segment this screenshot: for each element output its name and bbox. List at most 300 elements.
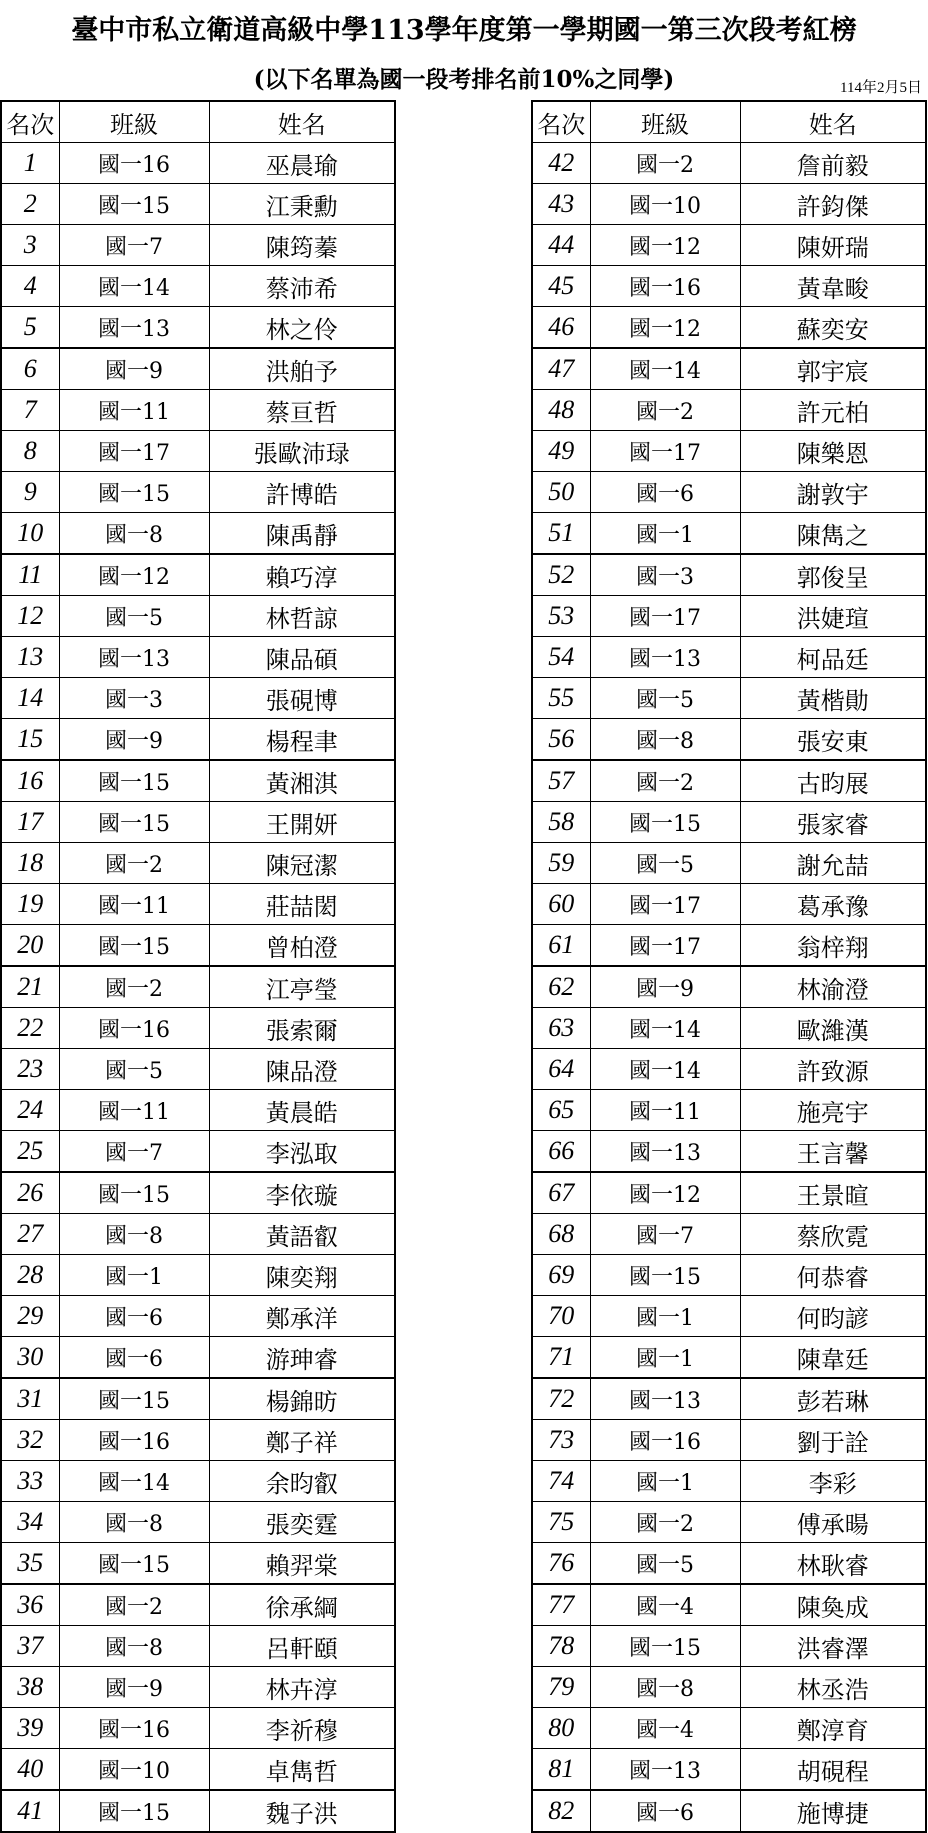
- cell-rank: 77: [532, 1584, 590, 1626]
- cell-name: 楊錦昉: [209, 1378, 395, 1420]
- cell-class: 國一15: [59, 925, 209, 967]
- cell-rank: 71: [532, 1337, 590, 1379]
- table-row: [532, 1461, 926, 1502]
- cell-rank: 66: [532, 1131, 590, 1173]
- table-row: [1, 719, 395, 761]
- cell-name: 陳妍瑞: [740, 225, 926, 266]
- table-row: [1, 925, 395, 967]
- cell-rank: 35: [1, 1543, 59, 1585]
- table-row: [532, 1420, 926, 1461]
- table-row: [1, 637, 395, 678]
- cell-class: 國一1: [590, 1461, 740, 1502]
- cell-rank: 56: [532, 719, 590, 761]
- cell-class: 國一15: [59, 1172, 209, 1214]
- table-row: [532, 1008, 926, 1049]
- cell-class: 國一7: [59, 1131, 209, 1173]
- cell-rank: 61: [532, 925, 590, 967]
- cell-rank: 34: [1, 1502, 59, 1543]
- cell-rank: 69: [532, 1255, 590, 1296]
- table-row: [532, 1214, 926, 1255]
- cell-name: 黃湘淇: [209, 760, 395, 802]
- cell-rank: 4: [1, 266, 59, 307]
- table-row: [532, 266, 926, 307]
- cell-rank: 37: [1, 1626, 59, 1667]
- cell-name: 詹前毅: [740, 143, 926, 184]
- cell-class: 國一13: [590, 1131, 740, 1173]
- cell-rank: 49: [532, 431, 590, 472]
- cell-name: 陳奕翔: [209, 1255, 395, 1296]
- date-label: 114年2月5日: [840, 80, 922, 96]
- cell-name: 魏子洪: [209, 1790, 395, 1832]
- table-row: [532, 966, 926, 1008]
- header-name: 姓名: [209, 101, 395, 143]
- table-row: [1, 431, 395, 472]
- cell-name: 施亮宇: [740, 1090, 926, 1131]
- cell-class: 國一17: [59, 431, 209, 472]
- cell-class: 國一2: [59, 1584, 209, 1626]
- cell-name: 蔡沛希: [209, 266, 395, 307]
- cell-class: 國一12: [590, 1172, 740, 1214]
- cell-rank: 58: [532, 802, 590, 843]
- cell-name: 張家睿: [740, 802, 926, 843]
- table-row: [1, 1502, 395, 1543]
- table-row: [532, 1255, 926, 1296]
- cell-rank: 19: [1, 884, 59, 925]
- table-row: [1, 1214, 395, 1255]
- cell-rank: 78: [532, 1626, 590, 1667]
- cell-class: 國一14: [590, 348, 740, 390]
- ranking-table-right: [531, 100, 927, 1833]
- cell-name: 莊喆閎: [209, 884, 395, 925]
- cell-rank: 65: [532, 1090, 590, 1131]
- table-row: [532, 1626, 926, 1667]
- cell-name: 張安東: [740, 719, 926, 761]
- table-row: [532, 1131, 926, 1173]
- table-row: [532, 390, 926, 431]
- cell-name: 李泓取: [209, 1131, 395, 1173]
- cell-name: 洪睿澤: [740, 1626, 926, 1667]
- table-row: [532, 802, 926, 843]
- table-row: [1, 1667, 395, 1708]
- cell-class: 國一11: [590, 1090, 740, 1131]
- cell-name: 林耿睿: [740, 1543, 926, 1585]
- cell-name: 江亭瑩: [209, 966, 395, 1008]
- table-row: [532, 1749, 926, 1791]
- cell-class: 國一9: [59, 348, 209, 390]
- cell-name: 陳奐成: [740, 1584, 926, 1626]
- table-row: [532, 554, 926, 596]
- cell-class: 國一15: [590, 1626, 740, 1667]
- cell-name: 蘇奕安: [740, 307, 926, 349]
- cell-class: 國一8: [59, 1626, 209, 1667]
- table-row: [1, 884, 395, 925]
- cell-name: 林之伶: [209, 307, 395, 349]
- cell-class: 國一16: [59, 143, 209, 184]
- cell-rank: 12: [1, 596, 59, 637]
- cell-name: 江秉勳: [209, 184, 395, 225]
- cell-class: 國一13: [59, 307, 209, 349]
- cell-rank: 79: [532, 1667, 590, 1708]
- cell-rank: 28: [1, 1255, 59, 1296]
- cell-rank: 80: [532, 1708, 590, 1749]
- cell-rank: 38: [1, 1667, 59, 1708]
- cell-rank: 67: [532, 1172, 590, 1214]
- cell-class: 國一15: [59, 802, 209, 843]
- table-header-row: [532, 101, 926, 143]
- cell-name: 歐濰漢: [740, 1008, 926, 1049]
- cell-rank: 47: [532, 348, 590, 390]
- cell-name: 王景暄: [740, 1172, 926, 1214]
- cell-class: 國一12: [590, 307, 740, 349]
- cell-name: 蔡欣霓: [740, 1214, 926, 1255]
- cell-rank: 63: [532, 1008, 590, 1049]
- cell-rank: 60: [532, 884, 590, 925]
- table-row: [1, 1337, 395, 1379]
- cell-name: 洪舶予: [209, 348, 395, 390]
- header-name: 姓名: [740, 101, 926, 143]
- cell-rank: 20: [1, 925, 59, 967]
- cell-rank: 40: [1, 1749, 59, 1791]
- cell-name: 徐承綱: [209, 1584, 395, 1626]
- cell-name: 賴巧淳: [209, 554, 395, 596]
- table-row: [1, 184, 395, 225]
- table-row: [1, 1172, 395, 1214]
- cell-rank: 53: [532, 596, 590, 637]
- cell-rank: 48: [532, 390, 590, 431]
- cell-name: 鄭子祥: [209, 1420, 395, 1461]
- cell-class: 國一14: [590, 1049, 740, 1090]
- table-row: [532, 1172, 926, 1214]
- cell-rank: 68: [532, 1214, 590, 1255]
- table-row: [1, 1790, 395, 1832]
- cell-class: 國一17: [590, 596, 740, 637]
- cell-rank: 36: [1, 1584, 59, 1626]
- cell-name: 翁梓翔: [740, 925, 926, 967]
- table-row: [532, 678, 926, 719]
- cell-name: 彭若琳: [740, 1378, 926, 1420]
- cell-class: 國一5: [59, 596, 209, 637]
- table-row: [532, 637, 926, 678]
- cell-name: 游珅睿: [209, 1337, 395, 1379]
- cell-name: 陳雋之: [740, 513, 926, 555]
- cell-name: 洪婕瑄: [740, 596, 926, 637]
- cell-rank: 82: [532, 1790, 590, 1832]
- table-row: [1, 843, 395, 884]
- cell-class: 國一16: [59, 1420, 209, 1461]
- cell-class: 國一1: [590, 513, 740, 555]
- cell-name: 陳品碩: [209, 637, 395, 678]
- table-row: [532, 1296, 926, 1337]
- cell-rank: 8: [1, 431, 59, 472]
- table-row: [532, 1502, 926, 1543]
- cell-rank: 15: [1, 719, 59, 761]
- cell-name: 李彩: [740, 1461, 926, 1502]
- table-row: [1, 513, 395, 555]
- cell-class: 國一15: [59, 1378, 209, 1420]
- cell-class: 國一5: [590, 678, 740, 719]
- cell-class: 國一16: [590, 1420, 740, 1461]
- table-row: [532, 1584, 926, 1626]
- table-row: [1, 1708, 395, 1749]
- cell-name: 呂軒頤: [209, 1626, 395, 1667]
- cell-name: 陳品澄: [209, 1049, 395, 1090]
- cell-class: 國一11: [59, 390, 209, 431]
- cell-class: 國一6: [59, 1337, 209, 1379]
- cell-rank: 33: [1, 1461, 59, 1502]
- cell-rank: 7: [1, 390, 59, 431]
- cell-rank: 50: [532, 472, 590, 513]
- cell-name: 李祈穆: [209, 1708, 395, 1749]
- cell-class: 國一3: [590, 554, 740, 596]
- table-row: [1, 678, 395, 719]
- cell-name: 施博捷: [740, 1790, 926, 1832]
- cell-rank: 32: [1, 1420, 59, 1461]
- cell-rank: 41: [1, 1790, 59, 1832]
- cell-class: 國一13: [590, 1749, 740, 1791]
- cell-name: 張索爾: [209, 1008, 395, 1049]
- cell-rank: 45: [532, 266, 590, 307]
- cell-class: 國一1: [59, 1255, 209, 1296]
- cell-class: 國一9: [590, 966, 740, 1008]
- table-row: [1, 1255, 395, 1296]
- table-row: [1, 1543, 395, 1585]
- cell-rank: 29: [1, 1296, 59, 1337]
- table-row: [532, 1667, 926, 1708]
- cell-rank: 42: [532, 143, 590, 184]
- table-row: [1, 1296, 395, 1337]
- table-row: [1, 472, 395, 513]
- cell-name: 林哲諒: [209, 596, 395, 637]
- table-row: [532, 1708, 926, 1749]
- cell-name: 許致源: [740, 1049, 926, 1090]
- cell-class: 國一2: [590, 1502, 740, 1543]
- table-row: [1, 1049, 395, 1090]
- cell-rank: 72: [532, 1378, 590, 1420]
- cell-class: 國一17: [590, 925, 740, 967]
- cell-rank: 57: [532, 760, 590, 802]
- table-row: [1, 1008, 395, 1049]
- cell-rank: 21: [1, 966, 59, 1008]
- cell-class: 國一4: [590, 1584, 740, 1626]
- cell-class: 國一8: [59, 1502, 209, 1543]
- cell-rank: 27: [1, 1214, 59, 1255]
- header-rank: 名次: [1, 101, 59, 143]
- cell-class: 國一6: [59, 1296, 209, 1337]
- cell-rank: 74: [532, 1461, 590, 1502]
- table-row: [1, 1461, 395, 1502]
- cell-class: 國一2: [59, 843, 209, 884]
- table-row: [1, 966, 395, 1008]
- cell-name: 黃晨皓: [209, 1090, 395, 1131]
- cell-rank: 22: [1, 1008, 59, 1049]
- cell-name: 謝敦宇: [740, 472, 926, 513]
- table-row: [532, 431, 926, 472]
- cell-name: 郭宇宸: [740, 348, 926, 390]
- cell-class: 國一2: [590, 760, 740, 802]
- table-row: [532, 307, 926, 349]
- cell-class: 國一16: [59, 1008, 209, 1049]
- cell-class: 國一12: [59, 554, 209, 596]
- table-row: [532, 184, 926, 225]
- cell-rank: 46: [532, 307, 590, 349]
- cell-name: 何恭睿: [740, 1255, 926, 1296]
- cell-rank: 81: [532, 1749, 590, 1791]
- cell-name: 古昀展: [740, 760, 926, 802]
- cell-rank: 76: [532, 1543, 590, 1585]
- cell-class: 國一6: [590, 472, 740, 513]
- cell-class: 國一9: [59, 1667, 209, 1708]
- cell-rank: 31: [1, 1378, 59, 1420]
- cell-rank: 64: [532, 1049, 590, 1090]
- cell-name: 陳禹靜: [209, 513, 395, 555]
- table-row: [1, 1626, 395, 1667]
- cell-rank: 16: [1, 760, 59, 802]
- cell-name: 鄭承洋: [209, 1296, 395, 1337]
- table-row: [1, 390, 395, 431]
- table-row: [532, 760, 926, 802]
- cell-rank: 9: [1, 472, 59, 513]
- cell-class: 國一8: [59, 513, 209, 555]
- cell-rank: 2: [1, 184, 59, 225]
- cell-rank: 1: [1, 143, 59, 184]
- cell-rank: 73: [532, 1420, 590, 1461]
- table-header-row: [1, 101, 395, 143]
- cell-class: 國一16: [590, 266, 740, 307]
- cell-class: 國一17: [590, 884, 740, 925]
- cell-name: 葛承豫: [740, 884, 926, 925]
- cell-name: 楊程聿: [209, 719, 395, 761]
- cell-class: 國一15: [59, 472, 209, 513]
- cell-rank: 75: [532, 1502, 590, 1543]
- cell-name: 謝允喆: [740, 843, 926, 884]
- cell-name: 陳樂恩: [740, 431, 926, 472]
- cell-class: 國一17: [590, 431, 740, 472]
- table-row: [1, 307, 395, 349]
- cell-name: 張硯博: [209, 678, 395, 719]
- table-row: [1, 1749, 395, 1791]
- cell-name: 許博皓: [209, 472, 395, 513]
- cell-name: 鄭淳育: [740, 1708, 926, 1749]
- cell-name: 余昀叡: [209, 1461, 395, 1502]
- table-row: [532, 225, 926, 266]
- table-row: [1, 143, 395, 184]
- cell-name: 陳韋廷: [740, 1337, 926, 1379]
- header-class: 班級: [59, 101, 209, 143]
- table-row: [1, 1090, 395, 1131]
- cell-class: 國一13: [59, 637, 209, 678]
- table-row: [532, 1790, 926, 1832]
- table-row: [532, 925, 926, 967]
- table-row: [532, 348, 926, 390]
- table-row: [532, 884, 926, 925]
- cell-class: 國一2: [59, 966, 209, 1008]
- cell-name: 卓雋哲: [209, 1749, 395, 1791]
- cell-rank: 14: [1, 678, 59, 719]
- table-gap: [396, 100, 531, 1824]
- cell-class: 國一1: [590, 1296, 740, 1337]
- cell-class: 國一4: [590, 1708, 740, 1749]
- cell-class: 國一15: [59, 184, 209, 225]
- header-rank: 名次: [532, 101, 590, 143]
- cell-rank: 18: [1, 843, 59, 884]
- cell-rank: 3: [1, 225, 59, 266]
- cell-rank: 39: [1, 1708, 59, 1749]
- cell-name: 胡硯程: [740, 1749, 926, 1791]
- cell-name: 張歐沛琭: [209, 431, 395, 472]
- table-row: [532, 1337, 926, 1379]
- cell-rank: 17: [1, 802, 59, 843]
- cell-rank: 54: [532, 637, 590, 678]
- cell-class: 國一8: [590, 719, 740, 761]
- cell-class: 國一2: [590, 390, 740, 431]
- cell-name: 傅承暘: [740, 1502, 926, 1543]
- cell-class: 國一11: [59, 884, 209, 925]
- cell-class: 國一15: [59, 1543, 209, 1585]
- cell-class: 國一15: [590, 802, 740, 843]
- cell-class: 國一5: [59, 1049, 209, 1090]
- table-row: [1, 348, 395, 390]
- cell-name: 李依璇: [209, 1172, 395, 1214]
- cell-name: 陳冠潔: [209, 843, 395, 884]
- cell-class: 國一10: [590, 184, 740, 225]
- table-row: [1, 1584, 395, 1626]
- cell-rank: 30: [1, 1337, 59, 1379]
- cell-name: 劉于詮: [740, 1420, 926, 1461]
- cell-name: 巫晨瑜: [209, 143, 395, 184]
- cell-class: 國一6: [590, 1790, 740, 1832]
- cell-rank: 43: [532, 184, 590, 225]
- cell-class: 國一12: [590, 225, 740, 266]
- cell-class: 國一15: [59, 1790, 209, 1832]
- cell-rank: 25: [1, 1131, 59, 1173]
- cell-class: 國一5: [590, 1543, 740, 1585]
- cell-class: 國一7: [590, 1214, 740, 1255]
- cell-name: 陳筠蓁: [209, 225, 395, 266]
- cell-name: 黃韋畯: [740, 266, 926, 307]
- cell-class: 國一11: [59, 1090, 209, 1131]
- table-row: [532, 143, 926, 184]
- ranking-table-left: [0, 100, 396, 1833]
- table-row: [532, 472, 926, 513]
- cell-rank: 10: [1, 513, 59, 555]
- cell-class: 國一10: [59, 1749, 209, 1791]
- cell-class: 國一15: [590, 1255, 740, 1296]
- cell-name: 黃楷勛: [740, 678, 926, 719]
- cell-class: 國一14: [590, 1008, 740, 1049]
- cell-rank: 13: [1, 637, 59, 678]
- cell-name: 許元柏: [740, 390, 926, 431]
- cell-name: 黃語叡: [209, 1214, 395, 1255]
- table-row: [1, 1378, 395, 1420]
- cell-name: 王言馨: [740, 1131, 926, 1173]
- table-row: [1, 596, 395, 637]
- header-class: 班級: [590, 101, 740, 143]
- table-row: [1, 225, 395, 266]
- cell-class: 國一13: [590, 637, 740, 678]
- page-title: 臺中市私立衛道高級中學113學年度第一學期國一第三次段考紅榜: [71, 14, 857, 46]
- cell-class: 國一15: [59, 760, 209, 802]
- cell-rank: 59: [532, 843, 590, 884]
- page-subtitle: (以下名單為國一段考排名前10%之同學): [253, 65, 675, 93]
- cell-rank: 44: [532, 225, 590, 266]
- cell-class: 國一14: [59, 1461, 209, 1502]
- cell-class: 國一9: [59, 719, 209, 761]
- cell-name: 林卉淳: [209, 1667, 395, 1708]
- table-row: [1, 1131, 395, 1173]
- cell-name: 蔡亘哲: [209, 390, 395, 431]
- table-row: [1, 760, 395, 802]
- table-row: [532, 1543, 926, 1585]
